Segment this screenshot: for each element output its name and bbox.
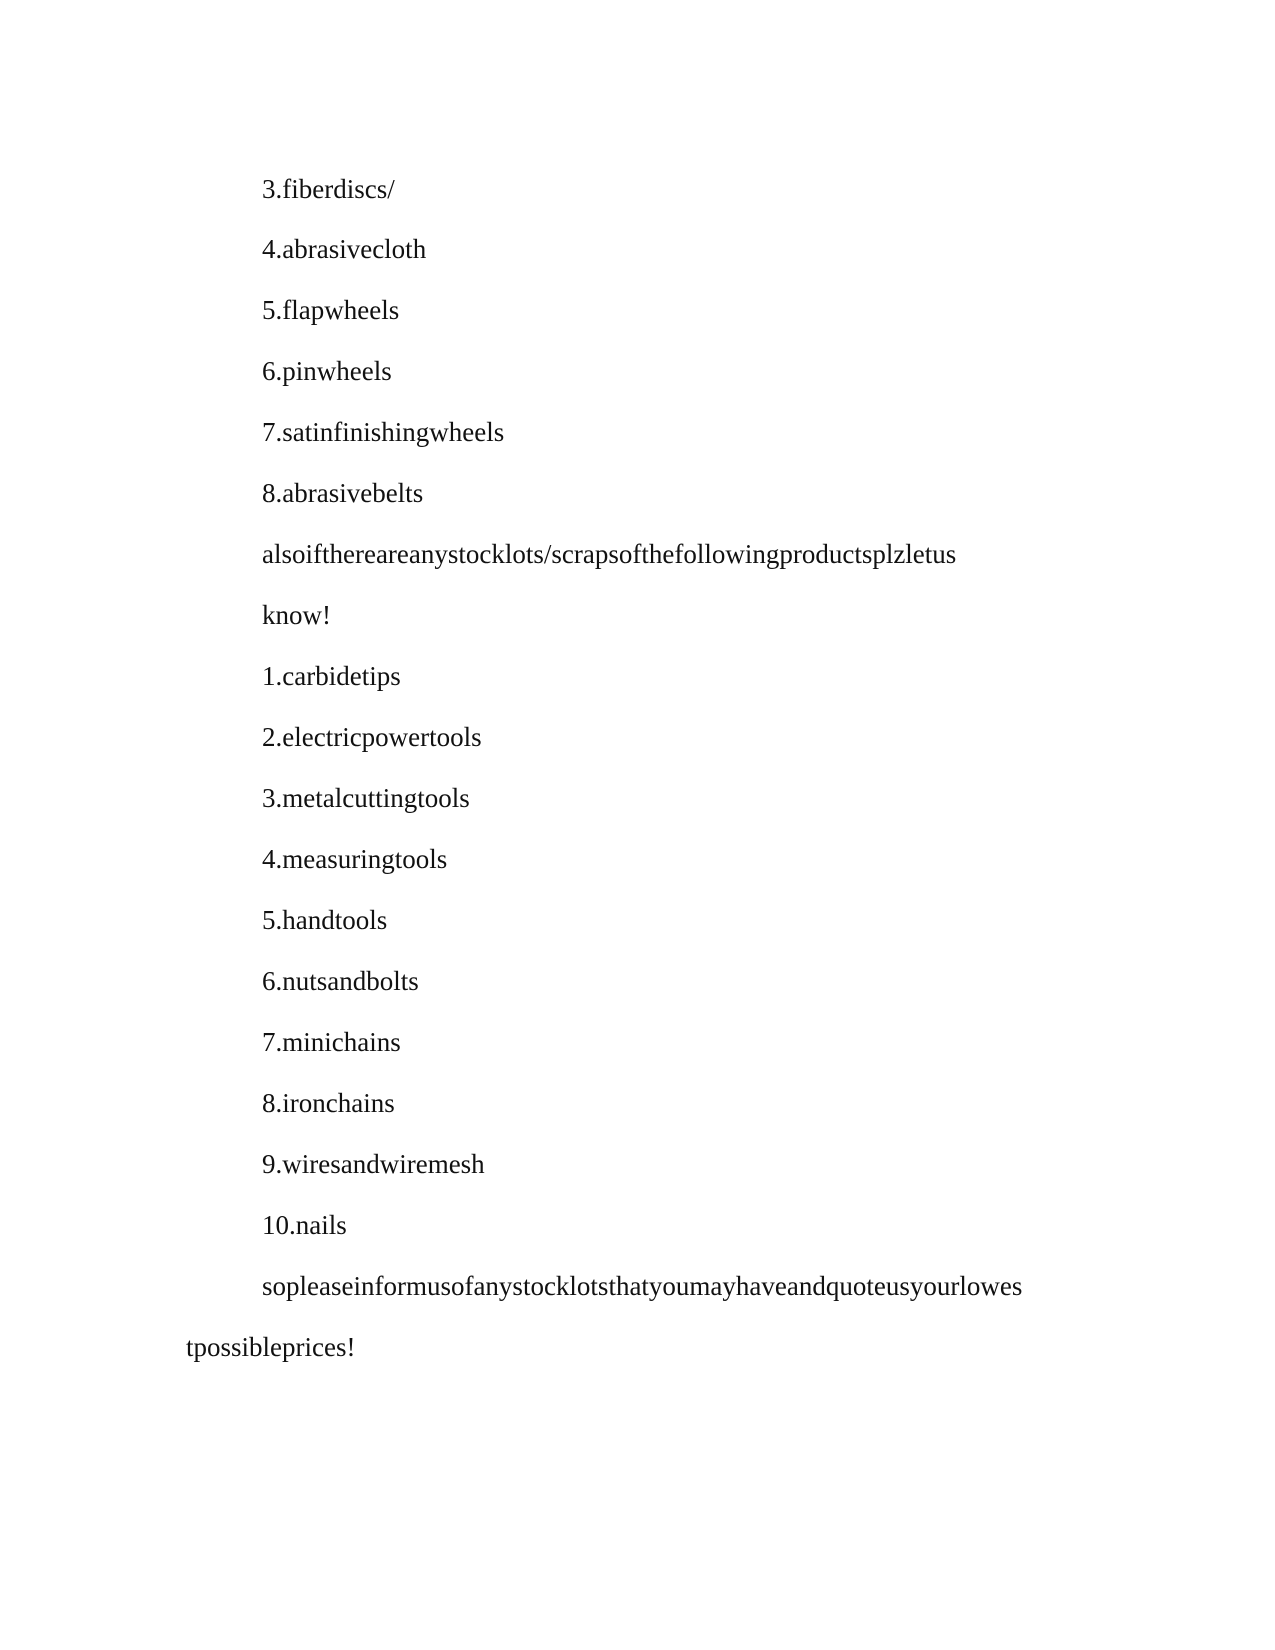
products-list-item: 5.handtools <box>262 905 388 935</box>
products-list-item: 10.nails <box>262 1210 347 1240</box>
products-list-item: 8.ironchains <box>262 1088 395 1118</box>
abrasives-list-item: 7.satinfinishingwheels <box>262 417 505 447</box>
products-list-item: 3.metalcuttingtools <box>262 783 470 813</box>
products-list-item: 6.nutsandbolts <box>262 966 419 996</box>
abrasives-list-item: 4.abrasivecloth <box>262 234 427 264</box>
stocklots-intro-line-2: know! <box>262 600 331 630</box>
abrasives-list-item: 5.flapwheels <box>262 295 400 325</box>
closing-line-2: tpossibleprices! <box>186 1332 356 1362</box>
closing-line-1: sopleaseinformusofanystocklotsthatyoumayhaveandquoteusyourlowes <box>262 1271 1023 1301</box>
products-list-item: 4.measuringtools <box>262 844 448 874</box>
stocklots-intro-line-1: alsoifthereareanystocklots/scrapsofthefollowingproductsplzletus <box>262 539 957 569</box>
products-list-item: 1.carbidetips <box>262 661 401 691</box>
abrasives-list-item: 6.pinwheels <box>262 356 392 386</box>
products-list-item: 9.wiresandwiremesh <box>262 1149 485 1179</box>
abrasives-list-item: 8.abrasivebelts <box>262 478 424 508</box>
products-list-item: 7.minichains <box>262 1027 401 1057</box>
products-list-item: 2.electricpowertools <box>262 722 482 752</box>
abrasives-list-item: 3.fiberdiscs/ <box>262 174 395 204</box>
